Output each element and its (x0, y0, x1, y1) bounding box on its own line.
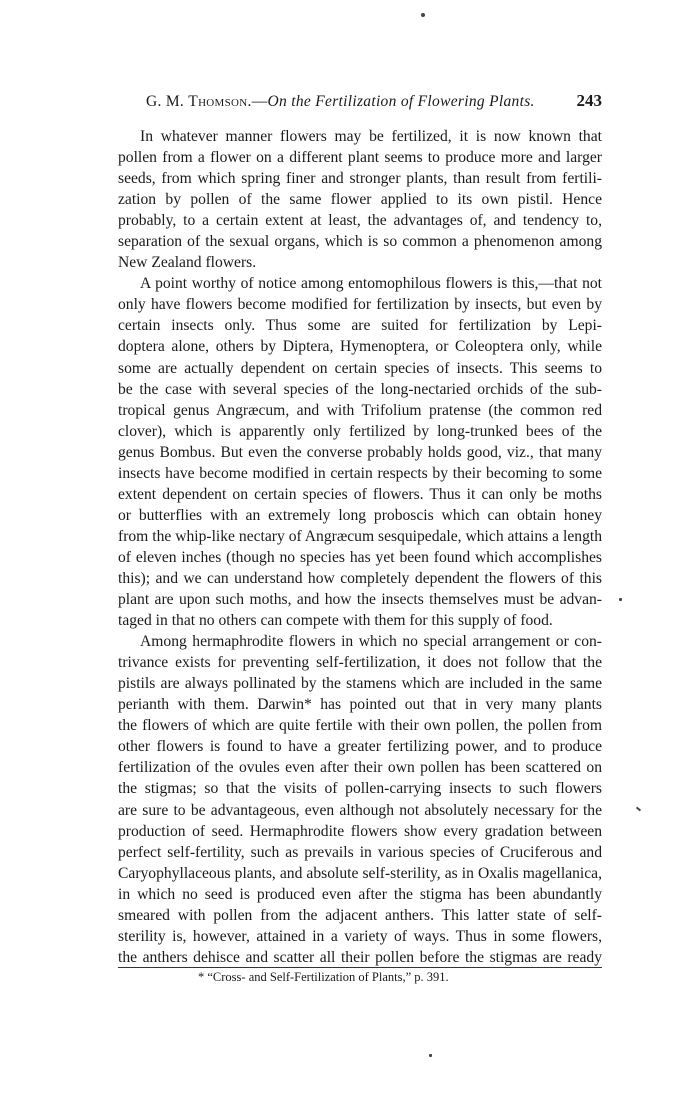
text-line: separation of the sexual organs, which is so common a phenomenon among (118, 233, 602, 251)
text-line: New Zealand flowers. (118, 254, 257, 272)
text-line: In whatever manner flowers may be fertilized, it is now known that (140, 128, 602, 145)
text-line: the stigmas; so that the visits of pollen-carrying insects to such flowers (118, 780, 602, 798)
text-line: this); and we can understand how completely dependent the flowers of this (118, 569, 602, 587)
footnote: * “Cross- and Self-Fertilization of Plants,” p. 391. (198, 970, 449, 984)
print-speck (421, 13, 425, 17)
text-line: perianth with them. Darwin* has pointed out that in very many plants (118, 696, 602, 714)
body-text (118, 126, 602, 968)
text-line: pollen from a flower on a different plant seems to produce more and larger (118, 149, 602, 167)
header-author-and-title (146, 93, 535, 111)
text-line: the flowers of which are quite fertile with their own pollen, the pollen from (118, 717, 602, 735)
running-header (118, 93, 602, 115)
text-line: clover), which is apparently only fertilized by long-trunked bees of the (118, 422, 602, 440)
text-line: from the whip-like nectary of Angræcum sesquipedale, which attains a length (118, 527, 602, 545)
text-line: insects have become modified in certain respects by their becoming to some (118, 464, 602, 482)
paragraph (118, 273, 602, 631)
text-line: genus Bombus. But even the converse probably holds good, viz., that many (118, 443, 602, 461)
text-line: sterility is, however, attained in a variety of ways. Thus in some flowers, (118, 927, 602, 945)
text-line: the anthers dehisce and scatter all their pollen before the stigmas are ready (118, 948, 602, 966)
text-line: doptera alone, others by Diptera, Hymenoptera, or Coleoptera only, while (118, 338, 602, 356)
text-line: of eleven inches (though no species has yet been found which accomplishes (118, 548, 602, 566)
text-line: A point worthy of notice among entomophilous flowers is this,—that not (140, 275, 602, 293)
text-line: production of seed. Hermaphrodite flowers show every gradation between (118, 822, 602, 840)
header-separator: .— (247, 93, 268, 110)
print-speck (429, 1054, 432, 1057)
text-line: perfect self-fertility, such as prevails in various species of Cruciferous and (118, 843, 602, 861)
text-line: some are actually dependent on certain species of insects. This seems to (118, 359, 602, 377)
text-line: be the case with several species of the long-nectaried orchids of the sub- (118, 380, 602, 398)
text-line: other flowers is found to have a greater fertilizing power, and to produce (118, 738, 602, 756)
text-line: extent dependent on certain species of flowers. Thus it can only be moths (118, 485, 602, 503)
text-line: taged in that no others can compete with them for this supply of food. (118, 612, 553, 630)
text-line: Caryophyllaceous plants, and absolute self-sterility, as in Oxalis magellanica, (118, 864, 602, 882)
text-line: smeared with pollen from the adjacent anthers. This latter state of self- (118, 906, 602, 924)
text-line: tropical genus Angræcum, and with Trifolium pratense (the common red (118, 401, 602, 419)
text-line: trivance exists for preventing self-fertilization, it does not follow that the (118, 654, 602, 672)
paragraph (118, 126, 602, 273)
text-line: or butterflies with an extremely long proboscis which can obtain honey (118, 506, 602, 524)
footnote-rule (118, 967, 602, 968)
text-line: probably, to a certain extent at least, the advantages of, and tendency to, (118, 212, 602, 230)
page-number: 243 (576, 91, 602, 110)
text-line: plant are upon such moths, and how the insects themselves must be advan- (118, 591, 602, 609)
print-speck (636, 807, 641, 812)
paragraph (118, 631, 602, 968)
header-author-initials: G. M. (146, 93, 185, 110)
text-line: certain insects only. Thus some are suited for fertilization by Lepi- (118, 317, 602, 335)
text-line: pistils are always pollinated by the stamens which are included in the same (118, 675, 602, 693)
text-line: in which no seed is produced even after the stigma has been abundantly (118, 885, 602, 903)
text-line: seeds, from which spring finer and stronger plants, than result from fertili- (118, 170, 602, 188)
header-article-title: On the Fertilization of Flowering Plants. (267, 93, 535, 110)
header-author-surname: Thomson (188, 93, 248, 110)
text-line: only have flowers become modified for fertilization by insects, but even by (118, 296, 602, 314)
text-line: zation by pollen of the same flower applied to its own pistil. Hence (118, 191, 602, 209)
print-speck (619, 598, 622, 601)
text-line: are sure to be advantageous, even although not absolutely necessary for the (118, 801, 602, 819)
text-line: Among hermaphrodite flowers in which no special arrangement or con- (140, 633, 602, 651)
text-line: fertilization of the ovules even after their own pollen has been scattered on (118, 759, 602, 777)
